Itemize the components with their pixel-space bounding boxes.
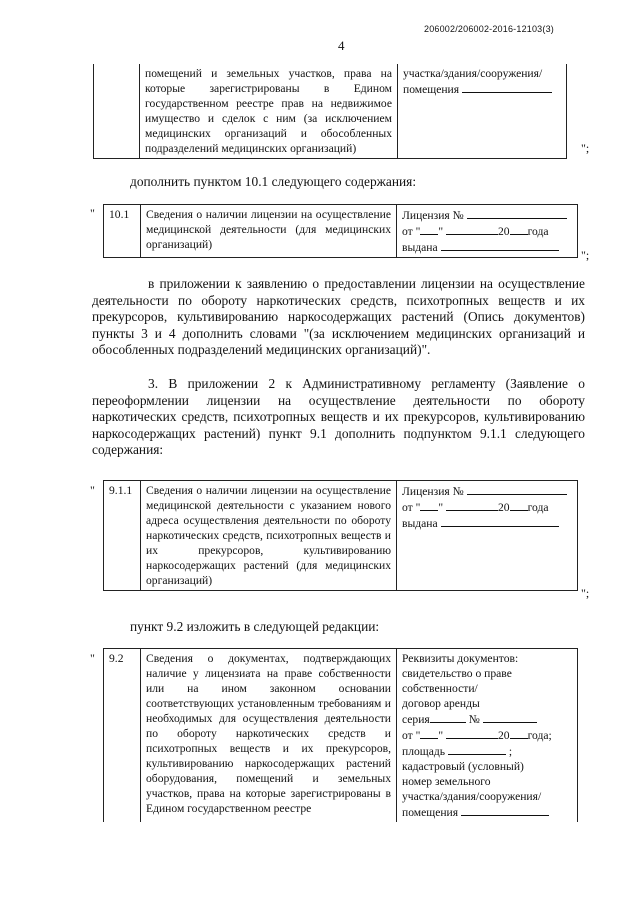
blank-field (461, 804, 549, 816)
closing-quote: "; (581, 586, 590, 600)
date-year: 20 (497, 225, 510, 238)
requisites-line: помещения (402, 806, 459, 819)
blank-field (467, 483, 567, 495)
license-cell (397, 481, 578, 591)
requisites-line: свидетельство о праве (402, 667, 512, 680)
paragraph: в приложении к заявлению о предоставлении лицензии на осуществление деятельности по обороту наркотических средств, психотропных веществ и их прекурсоров, культивированию наркосодержащих растений (Опись документов) пункты 3 и 4 дополнить словами "(за исключением медицинских организаций и обособленных подразделений медицинских организаций)". (92, 276, 585, 358)
date-from: от " (402, 225, 421, 238)
date-from: от " (402, 501, 421, 514)
item-number: 10.1 (104, 205, 141, 258)
blank-field (446, 223, 498, 235)
closing-quote: "; (581, 248, 590, 262)
blank-field (483, 711, 537, 723)
blank-field (441, 239, 559, 251)
page-number: 4 (338, 38, 345, 53)
blank-field (467, 207, 567, 219)
opening-quote: " (90, 651, 95, 665)
blank-field (510, 499, 528, 511)
table-continuation (93, 64, 567, 159)
opening-quote: " (90, 206, 95, 220)
blank-field (441, 515, 559, 527)
opening-quote: " (90, 483, 95, 497)
description-cell: Сведения о наличии лицензии на осуществление медицинской деятельности (для медицинских организаций) (141, 205, 397, 258)
blank-field (510, 727, 528, 739)
date-year: 20 (497, 729, 510, 742)
blank-field (446, 499, 498, 511)
paragraph: дополнить пунктом 10.1 следующего содержания: (130, 174, 417, 189)
date-quote: " (438, 729, 444, 742)
document-id: 206002/206002-2016-12103(3) (423, 24, 554, 34)
requisites-line: кадастровый (условный) (402, 760, 524, 773)
table-9-2 (103, 648, 578, 822)
area-suffix: ; (508, 745, 513, 758)
description-cell: помещений и земельных участков, права на которые зарегистрированы в Едином государственном реестре прав на недвижимое имущество и сделок с ним (за исключением медицинских организаций и обособленных подразделений медицинских организаций) (140, 64, 398, 159)
license-label: Лицензия № (402, 209, 464, 222)
requisites-line: Реквизиты документов: (402, 652, 519, 665)
table-9-1-1 (103, 480, 578, 591)
table-10-1 (103, 204, 578, 258)
closing-quote: "; (581, 141, 590, 155)
requisites-line: помещения (403, 83, 460, 96)
issued-label: выдана (402, 517, 438, 530)
description-cell: Сведения о наличии лицензии на осуществление медицинской деятельности с указанием нового адреса осуществления деятельности по обороту наркотических средств, психотропных веществ и их прекурсоров, культивированию наркосодержащих растений (для медицинских организаций) (141, 481, 397, 591)
requisites-line: собственности/ (402, 682, 478, 695)
blank-field (462, 81, 552, 93)
series-label: серия (402, 713, 430, 726)
requisites-line: номер земельного (402, 775, 491, 788)
blank-field (420, 727, 438, 739)
date-suffix: года (527, 225, 549, 238)
area-label: площадь (402, 745, 446, 758)
issued-label: выдана (402, 241, 438, 254)
requisites-line: договор аренды (402, 697, 480, 710)
blank-field (448, 743, 506, 755)
blank-field (420, 223, 438, 235)
paragraph: пункт 9.2 изложить в следующей редакции: (130, 619, 380, 634)
requisites-line: участка/здания/сооружения/ (402, 790, 542, 803)
date-quote: " (438, 501, 444, 514)
date-quote: " (438, 225, 444, 238)
description-cell: Сведения о документах, подтверждающих наличие у лицензиата на праве собственности или на ином законном основании соответствующих установленным требованиям и необходимых для осуществления деятельности по обороту наркотических средств и психотропных веществ и их прекурсоров, культивированию наркосодержащих растений оборудования, помещений и земельных участков, права на которые зарегистрированы в Едином государственном реестре (141, 649, 397, 823)
blank-field (430, 711, 466, 723)
requisites-cell (397, 649, 578, 823)
requisites-line: участка/здания/сооружения/ (403, 67, 543, 80)
date-year: 20 (497, 501, 510, 514)
num-cell (94, 64, 140, 159)
blank-field (420, 499, 438, 511)
item-number: 9.2 (104, 649, 141, 823)
number-label: № (468, 713, 480, 726)
paragraph: 3. В приложении 2 к Административному регламенту (Заявление о переоформлении лицензии на осуществление деятельности по обороту наркотических средств, психотропных веществ и их прекурсоров, культивированию наркосодержащих растений) пункт 9.1 дополнить подпунктом 9.1.1 следующего содержания: (92, 376, 585, 458)
license-label: Лицензия № (402, 485, 464, 498)
item-number: 9.1.1 (104, 481, 141, 591)
date-from: от " (402, 729, 421, 742)
license-cell (397, 205, 578, 258)
date-suffix: года; (527, 729, 552, 742)
blank-field (510, 223, 528, 235)
blank-field (446, 727, 498, 739)
requisites-cell (398, 64, 567, 159)
date-suffix: года (527, 501, 549, 514)
